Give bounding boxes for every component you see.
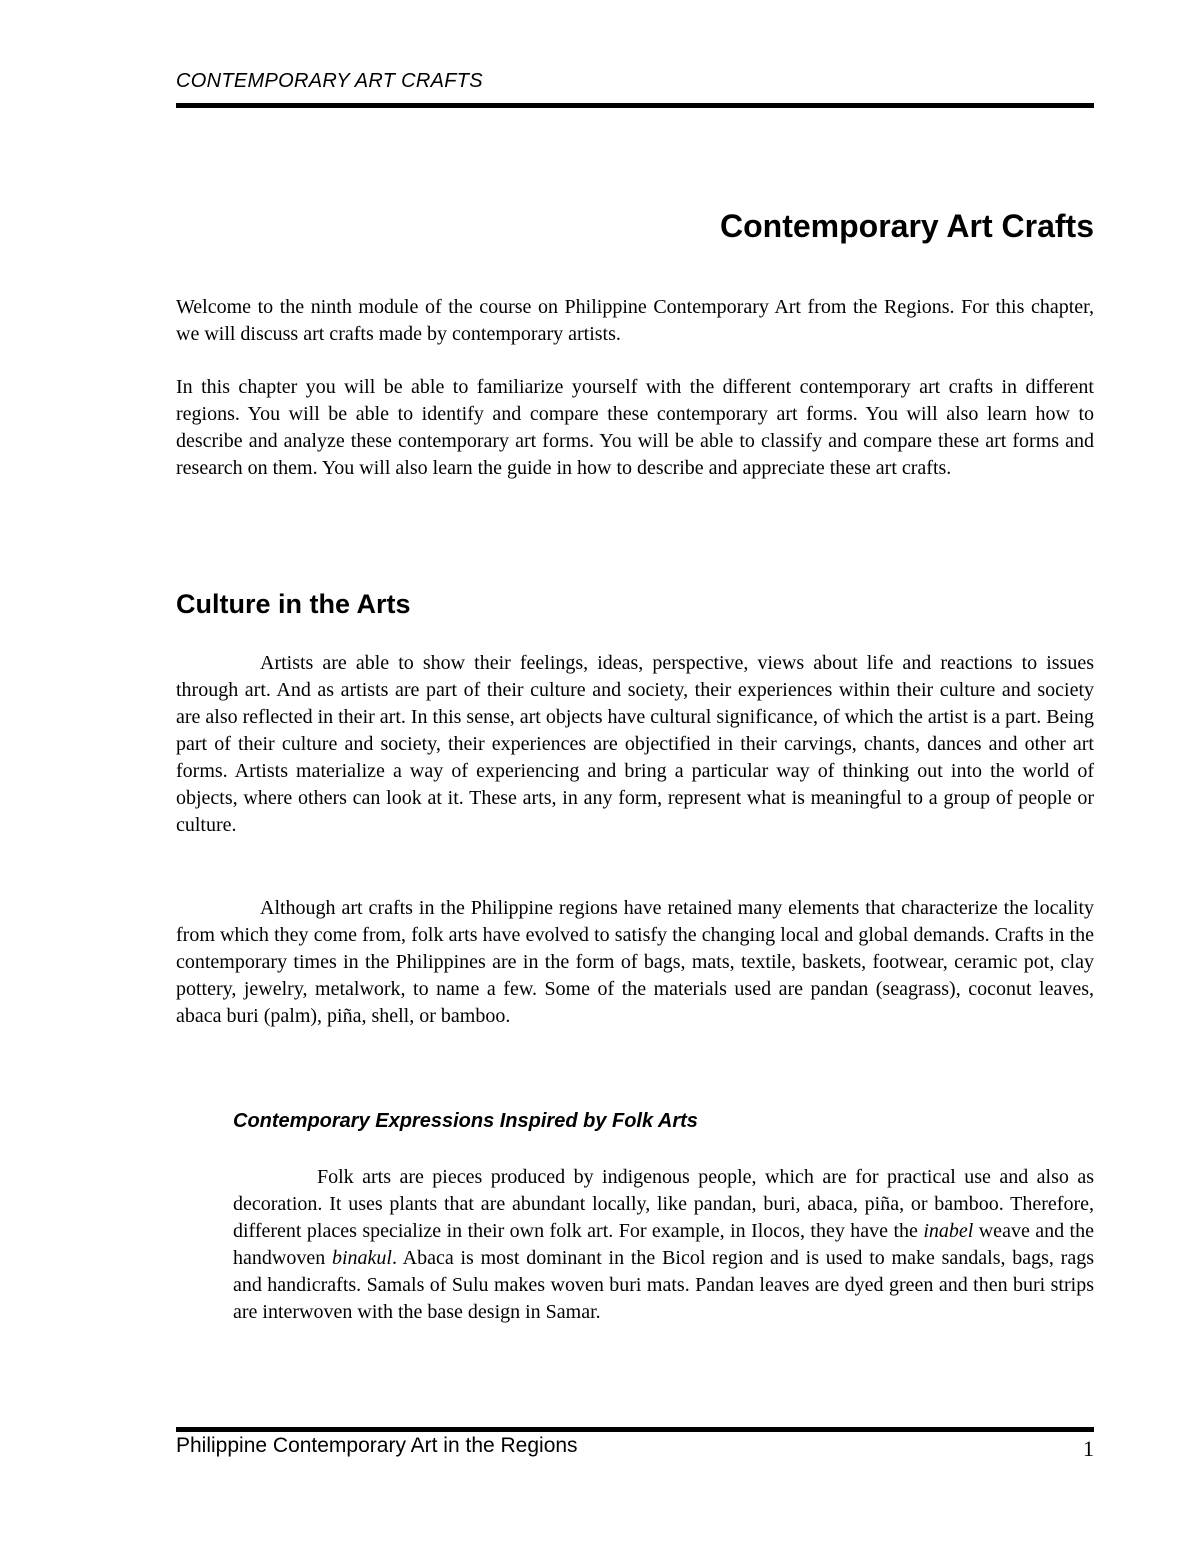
header-rule xyxy=(176,103,1094,108)
section-heading-culture: Culture in the Arts xyxy=(176,589,411,619)
chapter-title: Contemporary Art Crafts xyxy=(720,208,1094,244)
intro-paragraph-1: Welcome to the ninth module of the course on Philippine Contemporary Art from the Regions. For this chapter, we will discuss art crafts made by contemporary artists. xyxy=(176,296,1094,345)
document-page xyxy=(176,0,1094,1553)
footer-rule xyxy=(176,1427,1094,1432)
culture-paragraph-2: Although art crafts in the Philippine regions have retained many elements that characterize the locality from which they come from, folk arts have evolved to satisfy the changing local and global demands. Crafts in the contemporary times in the Philippines are in the form of bags, mats, textile, baskets, footwear, ceramic pot, clay pottery, jewelry, metalwork, to name a few. Some of the materials used are pandan (seagrass), coconut leaves, abaca buri (palm), piña, shell, or bamboo. xyxy=(176,897,1094,1027)
footer-course-title: Philippine Contemporary Art in the Regions xyxy=(176,1434,578,1457)
term-inabel: inabel xyxy=(923,1220,974,1242)
subsection-heading-folk-arts: Contemporary Expressions Inspired by Folk Arts xyxy=(233,1110,698,1132)
folk-arts-text-part-1: Folk arts are pieces produced by indigenous people, which are for practical use and also as decoration. It uses plants that are abundant locally, like pandan, buri, abaca, piña, or bamboo. Therefore, different places specialize in their own folk art. For example, in Ilocos, they have the xyxy=(233,1166,1094,1242)
page-number: 1 xyxy=(1083,1436,1094,1461)
running-header-title: CONTEMPORARY ART CRAFTS xyxy=(176,70,483,92)
folk-arts-text-part-3: . Abaca is most dominant in the Bicol region and is used to make sandals, bags, rags and handicrafts. Samals of Sulu makes woven buri mats. Pandan leaves are dyed green and then buri strips are interwoven with the base design in Samar. xyxy=(233,1247,1094,1323)
intro-paragraph-2: In this chapter you will be able to familiarize yourself with the different contemporary art crafts in different regions. You will be able to identify and compare these contemporary art forms. You will also learn how to describe and analyze these contemporary art forms. You will be able to classify and compare these art forms and research on them. You will also learn the guide in how to describe and appreciate these art crafts. xyxy=(176,376,1094,479)
term-binakul: binakul xyxy=(331,1247,392,1269)
folk-arts-paragraph xyxy=(233,1164,1094,1326)
culture-paragraph-1: Artists are able to show their feelings, ideas, perspective, views about life and reactions to issues through art. And as artists are part of their culture and society, their experiences within their culture and society are also reflected in their art. In this sense, art objects have cultural significance, of which the artist is a part. Being part of their culture and society, their experiences are objectified in their carvings, chants, dances and other art forms. Artists materialize a way of experiencing and bring a particular way of thinking out into the world of objects, where others can look at it. These arts, in any form, represent what is meaningful to a group of people or culture. xyxy=(176,652,1094,836)
folk-arts-text-part-2: weave and the handwoven xyxy=(233,1220,1094,1269)
